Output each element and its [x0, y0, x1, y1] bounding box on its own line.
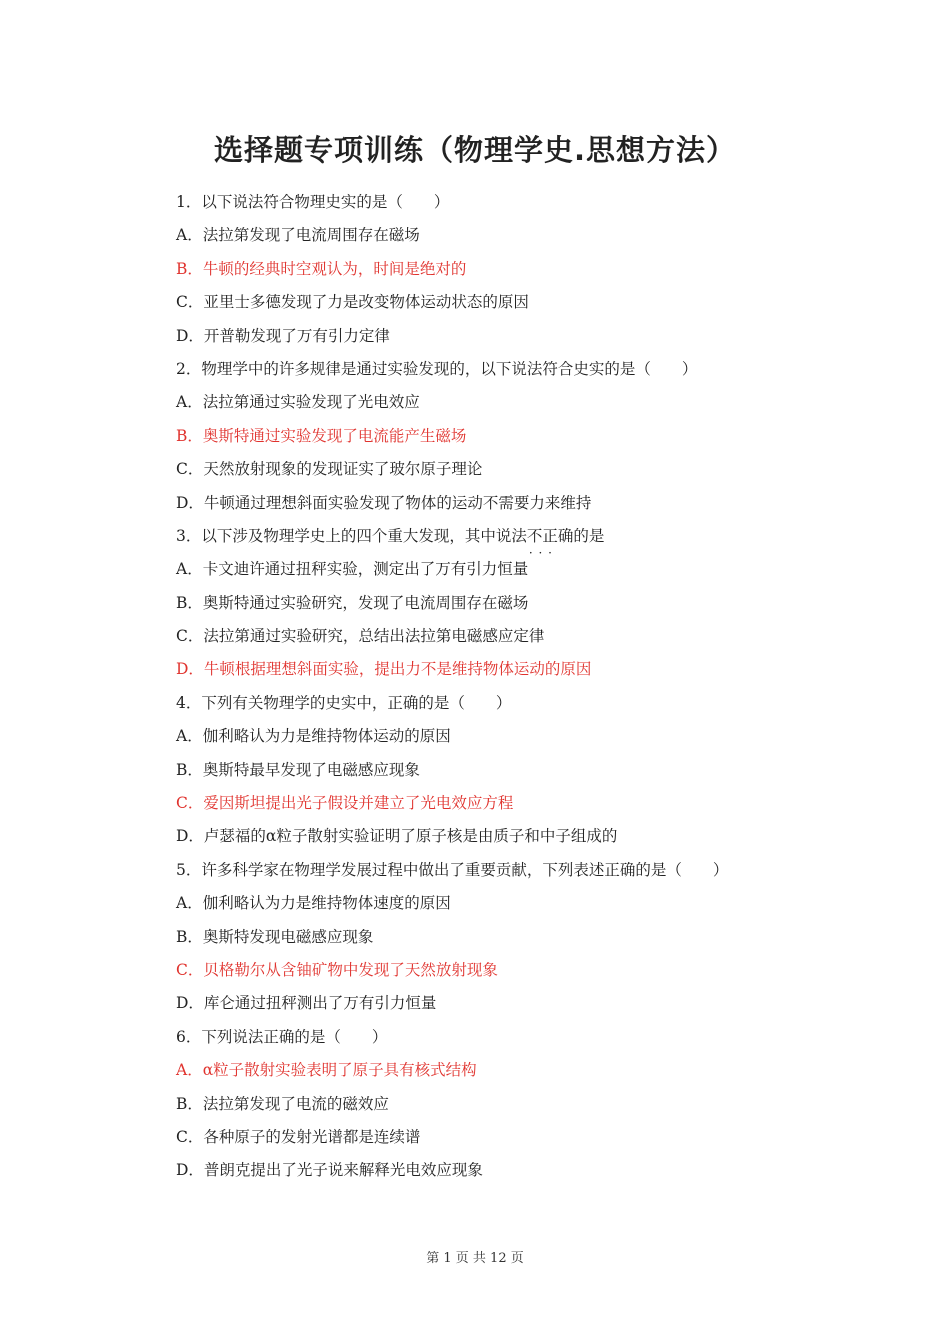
page-footer: 第 1 页 共 12 页: [426, 1251, 524, 1266]
answer-option: [176, 954, 816, 987]
answer-option: [176, 653, 816, 686]
line-text: A．法拉第发现了电流周围存在磁场: [176, 226, 420, 245]
line-text: D．库仑通过扭秤测出了万有引力恒量: [176, 994, 437, 1013]
line-text: D．牛顿根据理想斜面实验，提出力不是维持物体运动的原因: [176, 660, 592, 679]
line-text: B．奥斯特通过实验研究，发现了电流周围存在磁场: [176, 593, 529, 612]
line-text: 6．下列说法正确的是（ ）: [176, 1027, 388, 1046]
line-text: 2．物理学中的许多规律是通过实验发现的，以下说法符合史实的是（ ）: [176, 359, 698, 378]
line-text: D．开普勒发现了万有引力定律: [176, 326, 390, 345]
answer-option: [176, 787, 816, 820]
line-text: C．天然放射现象的发现证实了玻尔原子理论: [176, 460, 483, 479]
line-text: B．奥斯特发现电磁感应现象: [176, 927, 374, 946]
line-text: 3．以下涉及物理学史上的四个重大发现，其中说法: [176, 526, 527, 545]
line-text: A．伽利略认为力是维持物体运动的原因: [176, 727, 451, 746]
option: [176, 219, 816, 252]
line-text: A．法拉第通过实验发现了光电效应: [176, 393, 420, 412]
option: [176, 820, 816, 853]
option: [176, 386, 816, 419]
option: [176, 987, 816, 1020]
option: [176, 487, 816, 520]
line-text: D．牛顿通过理想斜面实验发现了物体的运动不需要力来维持: [176, 493, 592, 512]
line-text: C．各种原子的发射光谱都是连续谱: [176, 1127, 421, 1146]
answer-option: [176, 253, 816, 286]
emphasis-text: 不正确 · · ·: [527, 527, 574, 545]
line-text: B．奥斯特通过实验发现了电流能产生磁场: [176, 426, 467, 445]
line-text: A．卡文迪许通过扭秤实验，测定出了万有引力恒量: [176, 560, 529, 579]
line-text: B．牛顿的经典时空观认为，时间是绝对的: [176, 259, 467, 278]
option: [176, 453, 816, 486]
line-text: D．卢瑟福的α粒子散射实验证明了原子核是由质子和中子组成的: [176, 827, 618, 846]
document-title: 选择题专项训练（物理学史.思想方法）: [213, 133, 737, 167]
line-text: 4．下列有关物理学的史实中，正确的是（ ）: [176, 693, 512, 712]
line-text-tail: 的是: [573, 526, 605, 545]
line-text: D．普朗克提出了光子说来解释光电效应现象: [176, 1161, 483, 1180]
line-text: A．α粒子散射实验表明了原子具有核式结构: [176, 1061, 477, 1080]
option: [176, 1154, 816, 1187]
option: [176, 286, 816, 319]
question-stem: [176, 854, 816, 887]
line-text: C．法拉第通过实验研究，总结出法拉第电磁感应定律: [176, 627, 545, 646]
option: [176, 1121, 816, 1154]
option: [176, 320, 816, 353]
question-list: [176, 186, 816, 1188]
option: [176, 1088, 816, 1121]
question-stem: [176, 186, 816, 219]
answer-option: [176, 420, 816, 453]
answer-option: [176, 1054, 816, 1087]
option: [176, 587, 816, 620]
option: [176, 553, 816, 586]
line-text: B．法拉第发现了电流的磁效应: [176, 1094, 389, 1113]
line-text: 5．许多科学家在物理学发展过程中做出了重要贡献，下列表述正确的是（ ）: [176, 860, 729, 879]
question-stem: [176, 520, 816, 553]
option: [176, 620, 816, 653]
line-text: 1．以下说法符合物理史实的是（ ）: [176, 193, 450, 211]
question-stem: [176, 687, 816, 720]
question-stem: [176, 353, 816, 386]
line-text: A．伽利略认为力是维持物体速度的原因: [176, 894, 451, 913]
option: [176, 887, 816, 920]
option: [176, 921, 816, 954]
line-text: B．奥斯特最早发现了电磁感应现象: [176, 760, 420, 779]
line-text: C．亚里士多德发现了力是改变物体运动状态的原因: [176, 293, 529, 312]
line-text: C．贝格勒尔从含铀矿物中发现了天然放射现象: [176, 960, 498, 979]
option: [176, 754, 816, 787]
question-stem: [176, 1021, 816, 1054]
option: [176, 720, 816, 753]
line-text: C．爱因斯坦提出光子假设并建立了光电效应方程: [176, 794, 514, 813]
